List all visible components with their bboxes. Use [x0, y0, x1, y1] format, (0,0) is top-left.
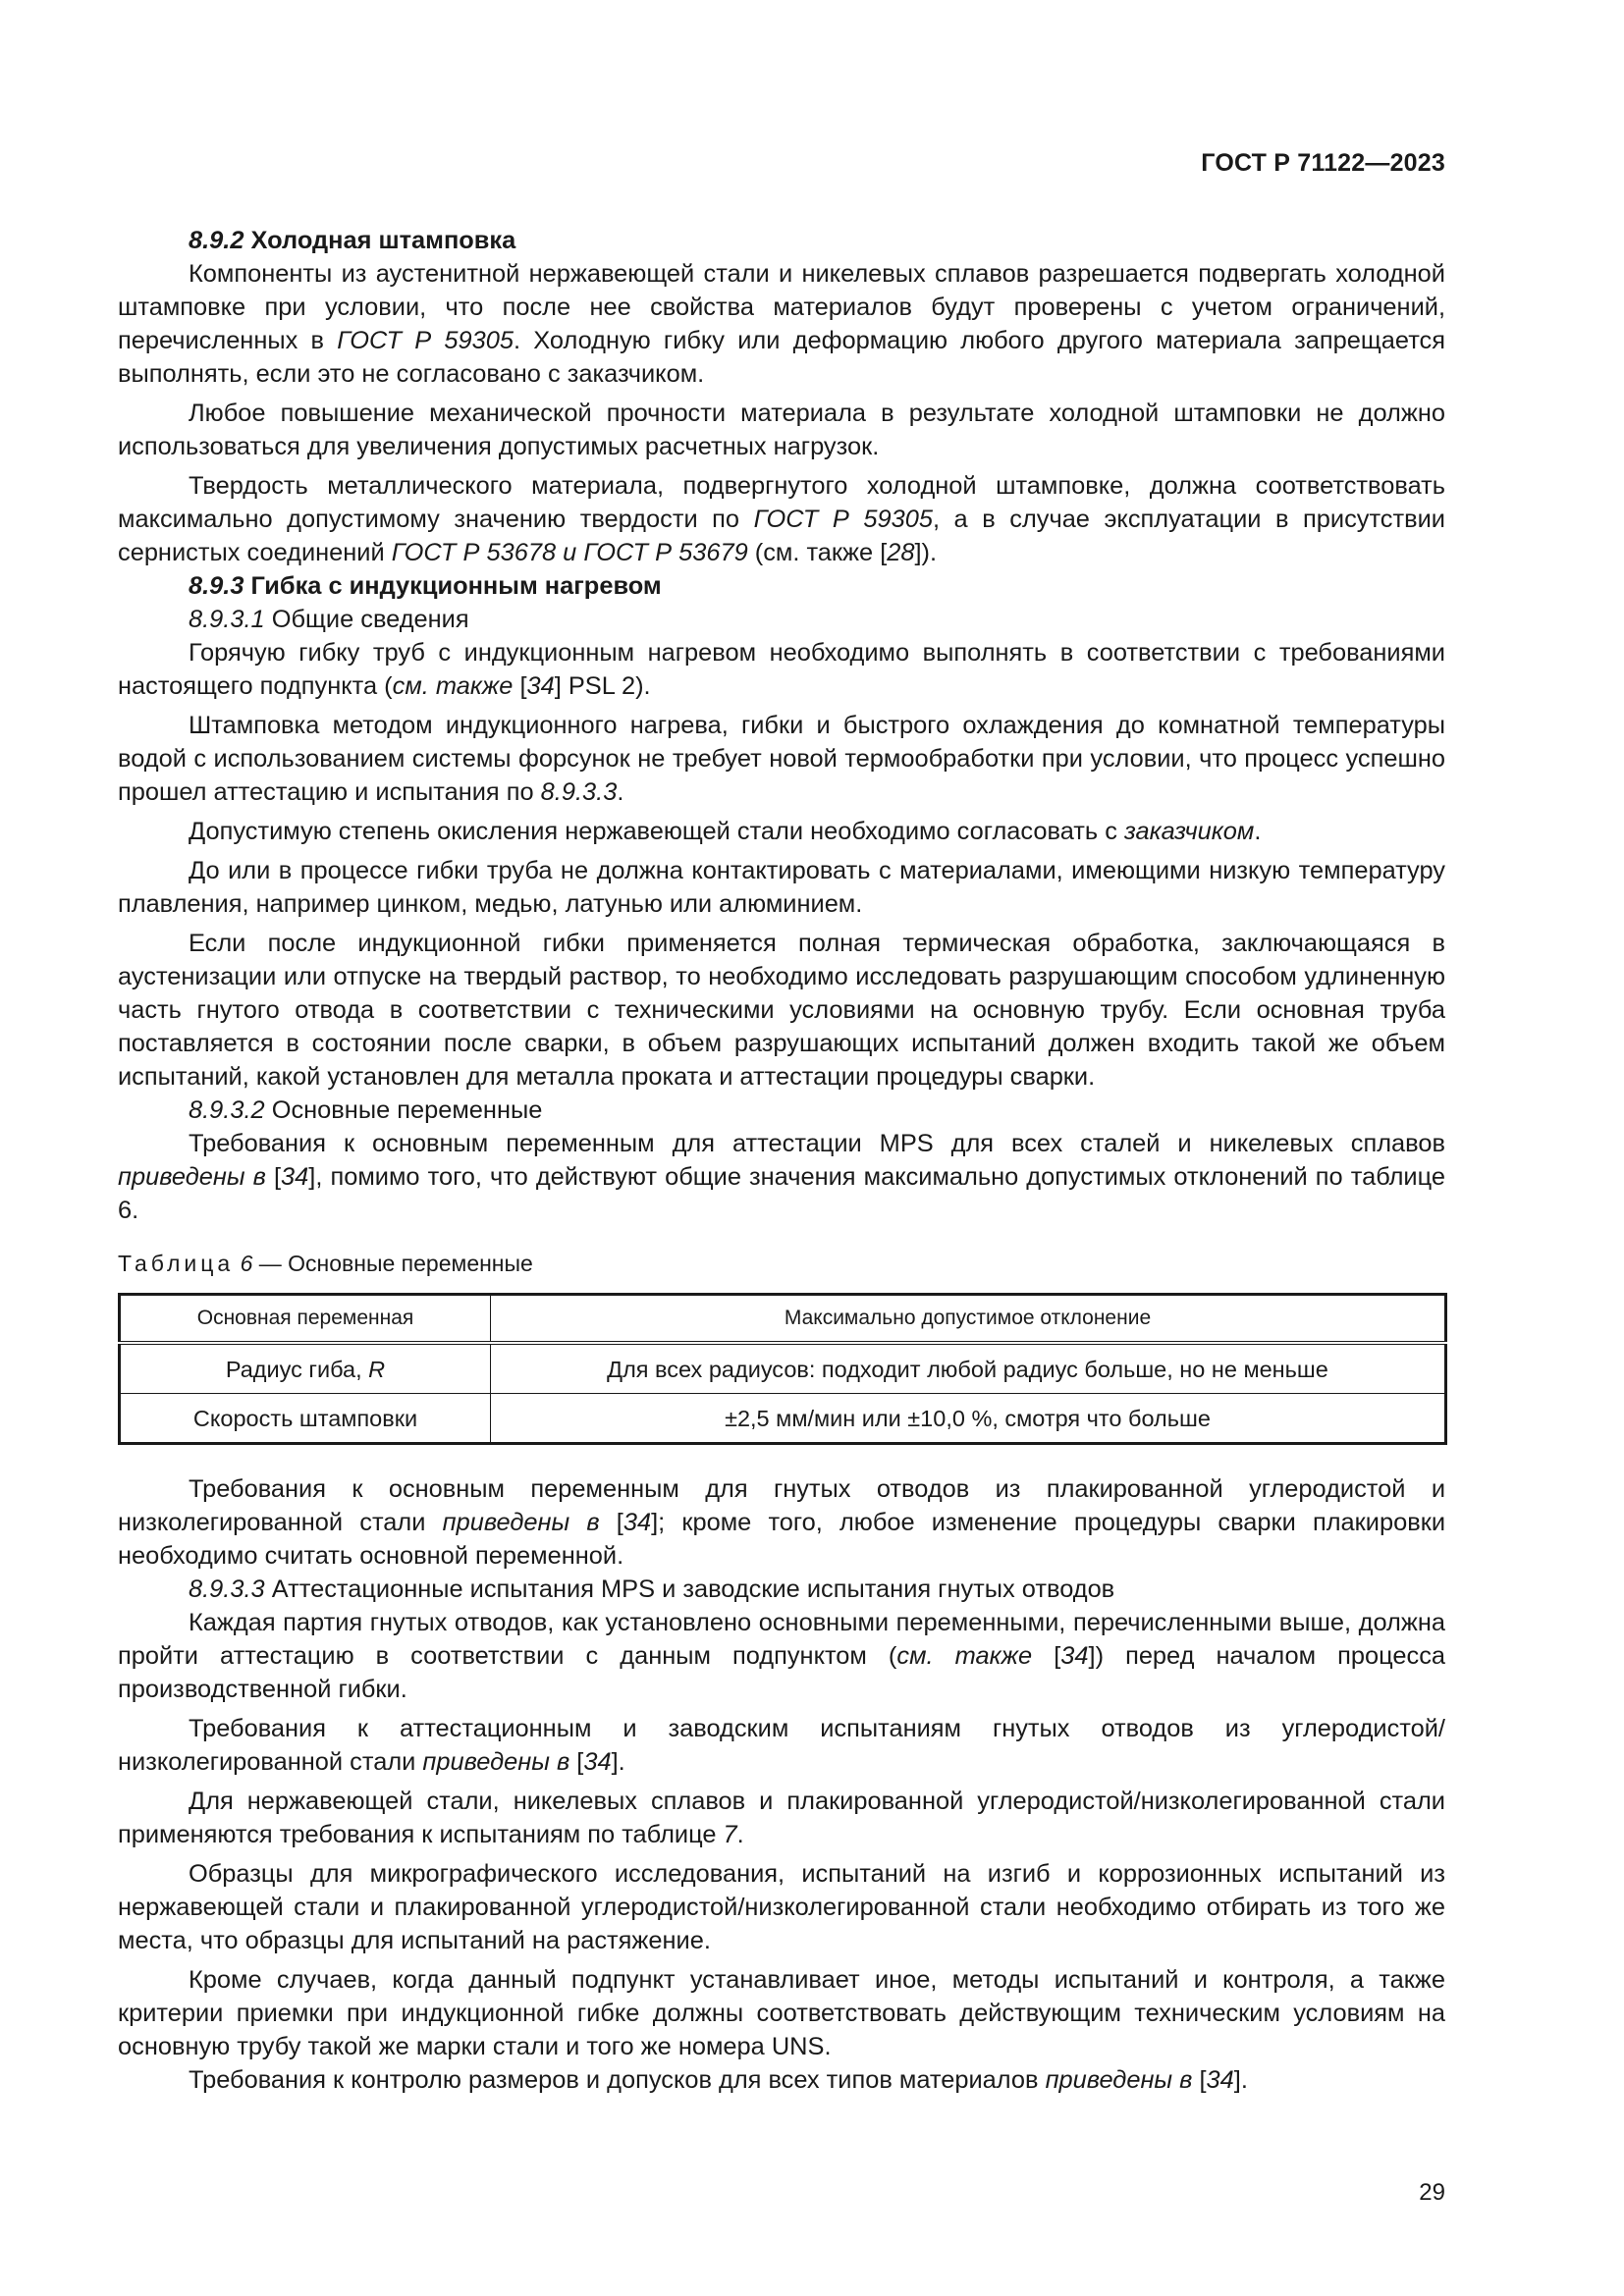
table-caption-title: — Основные переменные — [258, 1251, 533, 1276]
text: [ — [1032, 1642, 1061, 1670]
section-title: Гибка с индукционным нагревом — [250, 572, 662, 600]
text: [ — [513, 672, 527, 700]
column-header-deviation: Максимально допустимое отклонение — [491, 1295, 1446, 1344]
table-header-row — [120, 1295, 1446, 1344]
text: [ — [569, 1748, 584, 1776]
bibliography-reference: 34 — [1206, 2066, 1234, 2094]
clause-reference: 8.9.3.3 — [540, 778, 618, 806]
text: ], помимо того, что действуют общие значения максимально допустимых отклонений по таблице 6. — [118, 1163, 1445, 1224]
document-body — [118, 224, 1445, 2097]
page-number: 29 — [1419, 2179, 1445, 2206]
text: Допустимую степень окисления нержавеющей стали необходимо согласовать с — [189, 818, 1124, 845]
paragraph — [118, 257, 1445, 391]
bibliography-reference: 28 — [887, 539, 915, 566]
section-heading-8-9-3 — [118, 569, 1445, 603]
document-id-header: ГОСТ Р 71122—2023 — [1201, 149, 1445, 177]
text: ]. — [1233, 2066, 1248, 2094]
paragraph: Любое повышение механической прочности материала в результате холодной штамповки не должно использоваться для увеличения допустимых расчетных нагрузок. — [118, 400, 1445, 460]
paragraph — [118, 636, 1445, 703]
paragraph: Если после индукционной гибки применяется полная термическая обработка, заключающаяся в аустенизации или отпуске на твердый раствор, то необходимо исследовать разрушающим способом удлиненную часть гнутого отвода в соответствии с техническими условиями на основную трубу. Если основная труба поставляется в состоянии после сварки, в объем разрушающих испытаний должен входить такой же объем испытаний, какой установлен для металла проката и аттестации процедуры сварки. — [118, 930, 1445, 1091]
subsection-number: 8.9.3.3 — [189, 1575, 265, 1603]
paragraph — [118, 709, 1445, 809]
text: . — [1254, 818, 1262, 845]
text: Радиус гиба, — [225, 1356, 369, 1382]
table-row — [120, 1343, 1446, 1394]
table-cell-variable — [120, 1343, 491, 1394]
subsection-heading-8-9-3-3 — [118, 1573, 1445, 1606]
standard-reference: ГОСТ Р 53678 и ГОСТ Р 53679 — [391, 539, 748, 566]
paragraph — [118, 469, 1445, 569]
subsection-number: 8.9.3.2 — [189, 1096, 265, 1124]
paragraph: До или в процессе гибки труба не должна контактировать с материалами, имеющими низкую температуру плавления, например цинком, медью, латунью или алюминием. — [118, 857, 1445, 918]
table-cell-deviation: Для всех радиусов: подходит любой радиус больше, но не меньше — [491, 1343, 1446, 1394]
text: ] PSL 2). — [554, 672, 651, 700]
subsection-number: 8.9.3.1 — [189, 606, 265, 633]
bibliography-reference: 34 — [281, 1163, 309, 1191]
paragraph — [118, 1712, 1445, 1779]
text: Требования к основным переменным для гнутых отводов из плакированной углеродистой и низколегированной стали — [118, 1475, 1445, 1536]
see-also: см. также — [392, 672, 514, 700]
text: . — [617, 778, 624, 806]
paragraph: Кроме случаев, когда данный подпункт устанавливает иное, методы испытаний и контроля, а также критерии приемки при индукционной гибке должны соответствовать действующим техническим условиям на основную трубу такой же марки стали и того же номера UNS. — [118, 1966, 1445, 2060]
paragraph: Образцы для микрографического исследования, испытаний на изгиб и коррозионных испытаний из нержавеющей стали и плакированной углеродистой/низколегированной стали необходимо отбирать из того же места, что образцы для испытаний на растяжение. — [118, 1860, 1445, 1954]
subsection-heading-8-9-3-2 — [118, 1094, 1445, 1127]
paragraph — [118, 815, 1445, 848]
text: Для нержавеющей стали, никелевых сплавов и плакированной углеродистой/низколегированной стали применяются требования к испытаниям по таблице — [118, 1788, 1445, 1848]
table-cell-variable: Скорость штамповки — [120, 1394, 491, 1444]
text: ]; кроме того, любое изменение процедуры сварки плакировки необходимо считать основной переменной. — [118, 1509, 1445, 1570]
paragraph — [118, 1785, 1445, 1851]
text: Требования к контролю размеров и допусков для всех типов материалов — [189, 2066, 1046, 2094]
text: Каждая партия гнутых отводов, как установлено основными переменными, перечисленными выше, должна пройти аттестацию в соответствии с данным подпунктом ( — [118, 1609, 1445, 1670]
table-reference: 7 — [723, 1821, 737, 1848]
text: (см. также [ — [747, 539, 888, 566]
paragraph — [118, 1472, 1445, 1573]
text: Требования к аттестационным и заводским испытаниям гнутых отводов из углеродистой/низколегированной стали — [118, 1715, 1445, 1776]
text: , а в случае эксплуатации в присутствии сернистых соединений — [118, 506, 1445, 566]
bibliography-reference: 34 — [1060, 1642, 1089, 1670]
text: ]. — [611, 1748, 625, 1776]
table-6-main-variables — [118, 1293, 1447, 1445]
table-row — [120, 1394, 1446, 1444]
customer-term: заказчиком — [1123, 818, 1255, 845]
table-caption — [118, 1249, 1445, 1278]
text: Горячую гибку труб с индукционным нагревом необходимо выполнять в соответствии с требованиями настоящего подпункта ( — [118, 639, 1445, 700]
text: . — [736, 1821, 744, 1848]
symbol: R — [368, 1356, 386, 1382]
section-number: 8.9.2 — [189, 227, 244, 254]
given-in: приведены в — [1045, 2066, 1193, 2094]
section-title: Холодная штамповка — [250, 227, 516, 254]
text: [ — [265, 1163, 282, 1191]
subsection-title: Основные переменные — [271, 1096, 543, 1124]
text: [ — [1192, 2066, 1207, 2094]
subsection-heading-8-9-3-1 — [118, 603, 1445, 636]
standard-reference: ГОСТ Р 59305 — [753, 506, 933, 533]
text: Штамповка методом индукционного нагрева, гибки и быстрого охлаждения до комнатной температуры водой с использованием системы форсунок не требует новой термообработки при условии, что процесс успешно прошел аттестацию и испытания по — [118, 712, 1445, 806]
section-heading-8-9-2 — [118, 224, 1445, 257]
table-cell-deviation: ±2,5 мм/мин или ±10,0 %, смотря что больше — [491, 1394, 1446, 1444]
bibliography-reference: 34 — [583, 1748, 612, 1776]
section-number: 8.9.3 — [189, 572, 244, 600]
text: ]) перед началом процесса производственной гибки. — [118, 1642, 1446, 1703]
standard-reference: ГОСТ Р 59305 — [337, 327, 514, 354]
text: . Холодную гибку или деформацию любого другого материала запрещается выполнять, если это не согласовано с заказчиком. — [118, 327, 1445, 388]
bibliography-reference: 34 — [526, 672, 555, 700]
column-header-variable: Основная переменная — [120, 1295, 491, 1344]
text: Компоненты из аустенитной нержавеющей стали и никелевых сплавов разрешается подвергать холодной штамповке при условии, что после нее свойства материалов будут проверены с учетом ограничений, перечисленных в — [118, 260, 1445, 354]
given-in: приведены в — [442, 1509, 600, 1536]
paragraph — [118, 1127, 1445, 1227]
given-in: приведены в — [422, 1748, 570, 1776]
subsection-title: Общие сведения — [271, 606, 469, 633]
bibliography-reference: 34 — [623, 1509, 652, 1536]
text: Требования к основным переменным для аттестации MPS для всех сталей и никелевых сплавов — [189, 1130, 1445, 1157]
paragraph — [118, 1606, 1445, 1706]
text: Твердость металлического материала, подвергнутого холодной штамповке, должна соответствовать максимально допустимому значению твердости по — [118, 472, 1445, 533]
table-caption-word: Таблица — [118, 1251, 235, 1276]
given-in: приведены в — [118, 1163, 266, 1191]
paragraph — [118, 2063, 1445, 2097]
subsection-title: Аттестационные испытания MPS и заводские испытания гнутых отводов — [271, 1575, 1115, 1603]
text: [ — [599, 1509, 623, 1536]
table-caption-number: 6 — [240, 1251, 253, 1276]
text: ]). — [914, 539, 938, 566]
see-also: см. также — [896, 1642, 1033, 1670]
